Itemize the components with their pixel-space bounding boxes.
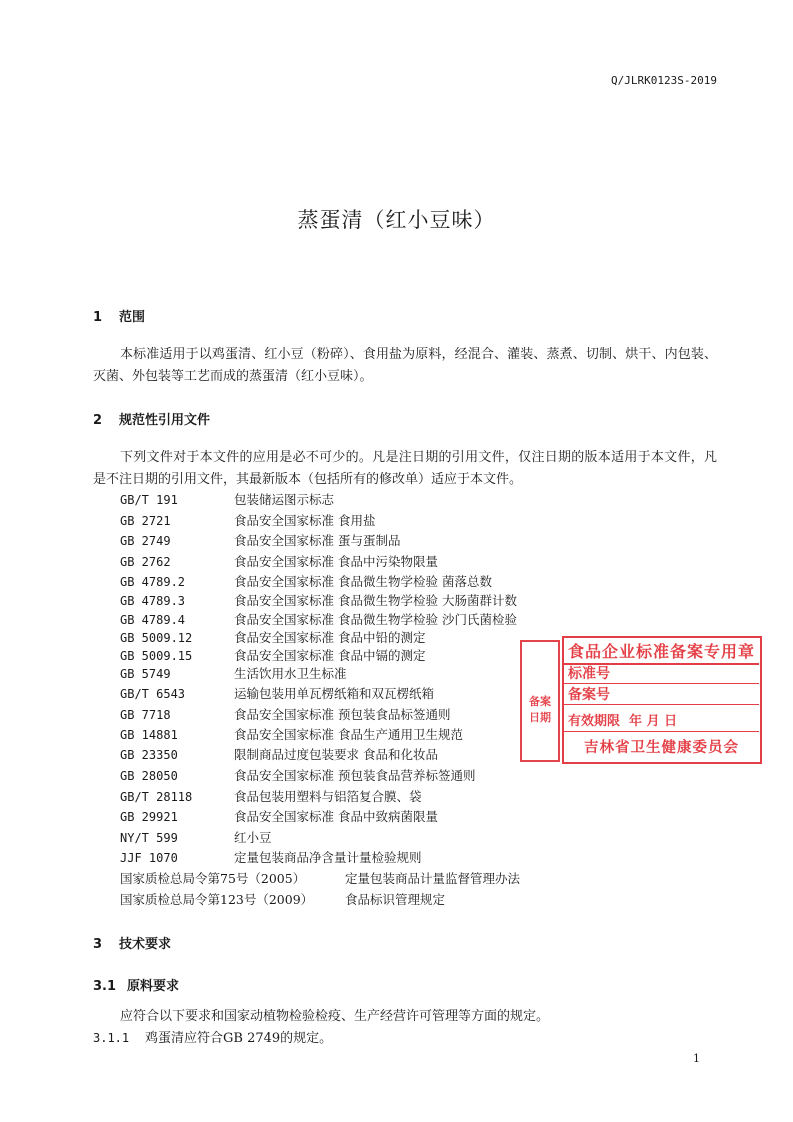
reference-code: GB 7718 bbox=[120, 708, 171, 722]
stamp-main-box bbox=[562, 636, 762, 764]
stamp-line: 标准号 bbox=[564, 665, 759, 684]
reference-title: 食品安全国家标准 预包装食品标签通则 bbox=[234, 707, 451, 722]
reference-code: GB/T 191 bbox=[120, 493, 178, 507]
reference-item bbox=[120, 766, 475, 785]
reference-title: 食品安全国家标准 食用盐 bbox=[234, 513, 376, 528]
reference-item bbox=[120, 646, 425, 665]
reference-title: 食品安全国家标准 预包装食品营养标签通则 bbox=[234, 768, 476, 783]
reference-item bbox=[120, 552, 438, 571]
reference-title: 生活饮用水卫生标准 bbox=[234, 666, 347, 681]
section-number: 1 bbox=[93, 310, 103, 325]
reference-item bbox=[120, 684, 434, 703]
reference-title: 食品安全国家标准 食品中污染物限量 bbox=[234, 554, 438, 569]
document-number: Q/JLRK0123S-2019 bbox=[611, 74, 717, 87]
section-heading-scope bbox=[93, 306, 145, 325]
section-number: 2 bbox=[93, 413, 103, 428]
reference-title: 食品安全国家标准 食品微生物学检验 菌落总数 bbox=[234, 574, 492, 589]
reference-title: 食品安全国家标准 食品微生物学检验 大肠菌群计数 bbox=[234, 593, 517, 608]
reference-code: GB 2762 bbox=[120, 555, 171, 569]
reference-code: JJF 1070 bbox=[120, 851, 178, 865]
decree-code: 国家质检总局令第123号（2009） bbox=[120, 892, 314, 907]
section-title: 规范性引用文件 bbox=[119, 413, 211, 428]
clause-3-1-1 bbox=[93, 1027, 332, 1046]
section-title: 范围 bbox=[119, 310, 146, 325]
stamp-footer: 吉林省卫生健康委员会 bbox=[584, 740, 739, 756]
clause-number: 3.1.1 bbox=[93, 1031, 130, 1045]
section-title: 技术要求 bbox=[119, 937, 172, 952]
reference-item bbox=[120, 828, 272, 847]
subsection-title: 原料要求 bbox=[127, 979, 180, 994]
reference-code: GB/T 6543 bbox=[120, 687, 186, 701]
reference-item bbox=[120, 610, 517, 629]
reference-title: 食品安全国家标准 食品中致病菌限量 bbox=[234, 809, 438, 824]
reference-item bbox=[120, 531, 400, 550]
reference-title: 食品安全国家标准 食品中镉的测定 bbox=[234, 648, 426, 663]
reference-code: GB 29921 bbox=[120, 810, 178, 824]
reference-code: GB 28050 bbox=[120, 769, 178, 783]
section-heading-references bbox=[93, 409, 210, 428]
reference-title: 运输包装用单瓦楞纸箱和双瓦楞纸箱 bbox=[234, 686, 435, 701]
reference-code: GB 5009.12 bbox=[120, 631, 193, 645]
reference-code: GB 4789.2 bbox=[120, 575, 186, 589]
reference-title: 食品安全国家标准 食品微生物学检验 沙门氏菌检验 bbox=[234, 612, 517, 627]
stamp-heading: 食品企业标准备案专用章 bbox=[564, 641, 759, 665]
reference-title: 食品安全国家标准 食品生产通用卫生规范 bbox=[234, 727, 463, 742]
reference-item bbox=[120, 490, 334, 509]
reference-item bbox=[120, 787, 422, 806]
references-intro: 下列文件对于本文件的应用是必不可少的。凡是注日期的引用文件，仅注日期的版本适用于本文件，凡是不注日期的引用文件，其最新版本（包括所有的修改单）适应于本文件。 bbox=[93, 450, 717, 487]
reference-item bbox=[120, 591, 517, 610]
reference-code: NY/T 599 bbox=[120, 831, 178, 845]
decree-title: 食品标识管理规定 bbox=[345, 892, 446, 907]
reference-item bbox=[120, 807, 438, 826]
reference-item bbox=[120, 745, 438, 764]
reference-title: 食品安全国家标准 蛋与蛋制品 bbox=[234, 533, 401, 548]
reference-title: 红小豆 bbox=[234, 830, 272, 845]
clause-text: 鸡蛋清应符合GB 2749的规定。 bbox=[145, 1031, 333, 1046]
decree-title: 定量包装商品计量监督管理办法 bbox=[345, 871, 521, 886]
decree-item bbox=[120, 869, 520, 888]
subsection-heading-raw-materials bbox=[93, 975, 179, 994]
section-heading-technical bbox=[93, 933, 171, 952]
stamp-line: 备案号 bbox=[564, 686, 759, 705]
reference-code: GB 14881 bbox=[120, 728, 178, 742]
reference-code: GB 4789.4 bbox=[120, 613, 186, 627]
decree-item bbox=[120, 890, 445, 909]
stamp-left-box bbox=[520, 640, 560, 762]
reference-item bbox=[120, 705, 450, 724]
reference-code: GB/T 28118 bbox=[120, 790, 193, 804]
stamp-left-line: 备案 bbox=[529, 695, 551, 708]
page-number: 1 bbox=[693, 1052, 700, 1065]
reference-code: GB 5009.15 bbox=[120, 649, 193, 663]
raw-materials-paragraph: 应符合以下要求和国家动植物检验检疫、生产经营许可管理等方面的规定。 bbox=[120, 1009, 550, 1024]
reference-code: GB 2721 bbox=[120, 514, 171, 528]
reference-item bbox=[120, 848, 422, 867]
reference-item bbox=[120, 664, 347, 683]
reference-code: GB 5749 bbox=[120, 667, 171, 681]
reference-code: GB 4789.3 bbox=[120, 594, 186, 608]
reference-title: 包装储运图示标志 bbox=[234, 492, 335, 507]
reference-code: GB 23350 bbox=[120, 748, 178, 762]
reference-item bbox=[120, 572, 492, 591]
stamp-line: 有效期限 年 月 日 bbox=[564, 712, 759, 732]
scope-paragraph: 本标准适用于以鸡蛋清、红小豆（粉碎）、食用盐为原料，经混合、灌装、蒸煮、切制、烘干、内包装、灭菌、外包装等工艺而成的蒸蛋清（红小豆味）。 bbox=[93, 347, 717, 384]
subsection-number: 3.1 bbox=[93, 979, 117, 994]
reference-title: 限制商品过度包装要求 食品和化妆品 bbox=[234, 747, 438, 762]
stamp-left-line: 日期 bbox=[529, 711, 551, 724]
reference-item bbox=[120, 725, 463, 744]
document-title: 蒸蛋清（红小豆味） bbox=[297, 208, 496, 232]
reference-code: GB 2749 bbox=[120, 534, 171, 548]
reference-item bbox=[120, 628, 425, 647]
reference-title: 食品安全国家标准 食品中铅的测定 bbox=[234, 630, 426, 645]
reference-item bbox=[120, 511, 375, 530]
reference-title: 定量包装商品净含量计量检验规则 bbox=[234, 850, 422, 865]
section-number: 3 bbox=[93, 937, 103, 952]
reference-title: 食品包装用塑料与铝箔复合膜、袋 bbox=[234, 789, 422, 804]
decree-code: 国家质检总局令第75号（2005） bbox=[120, 871, 306, 886]
